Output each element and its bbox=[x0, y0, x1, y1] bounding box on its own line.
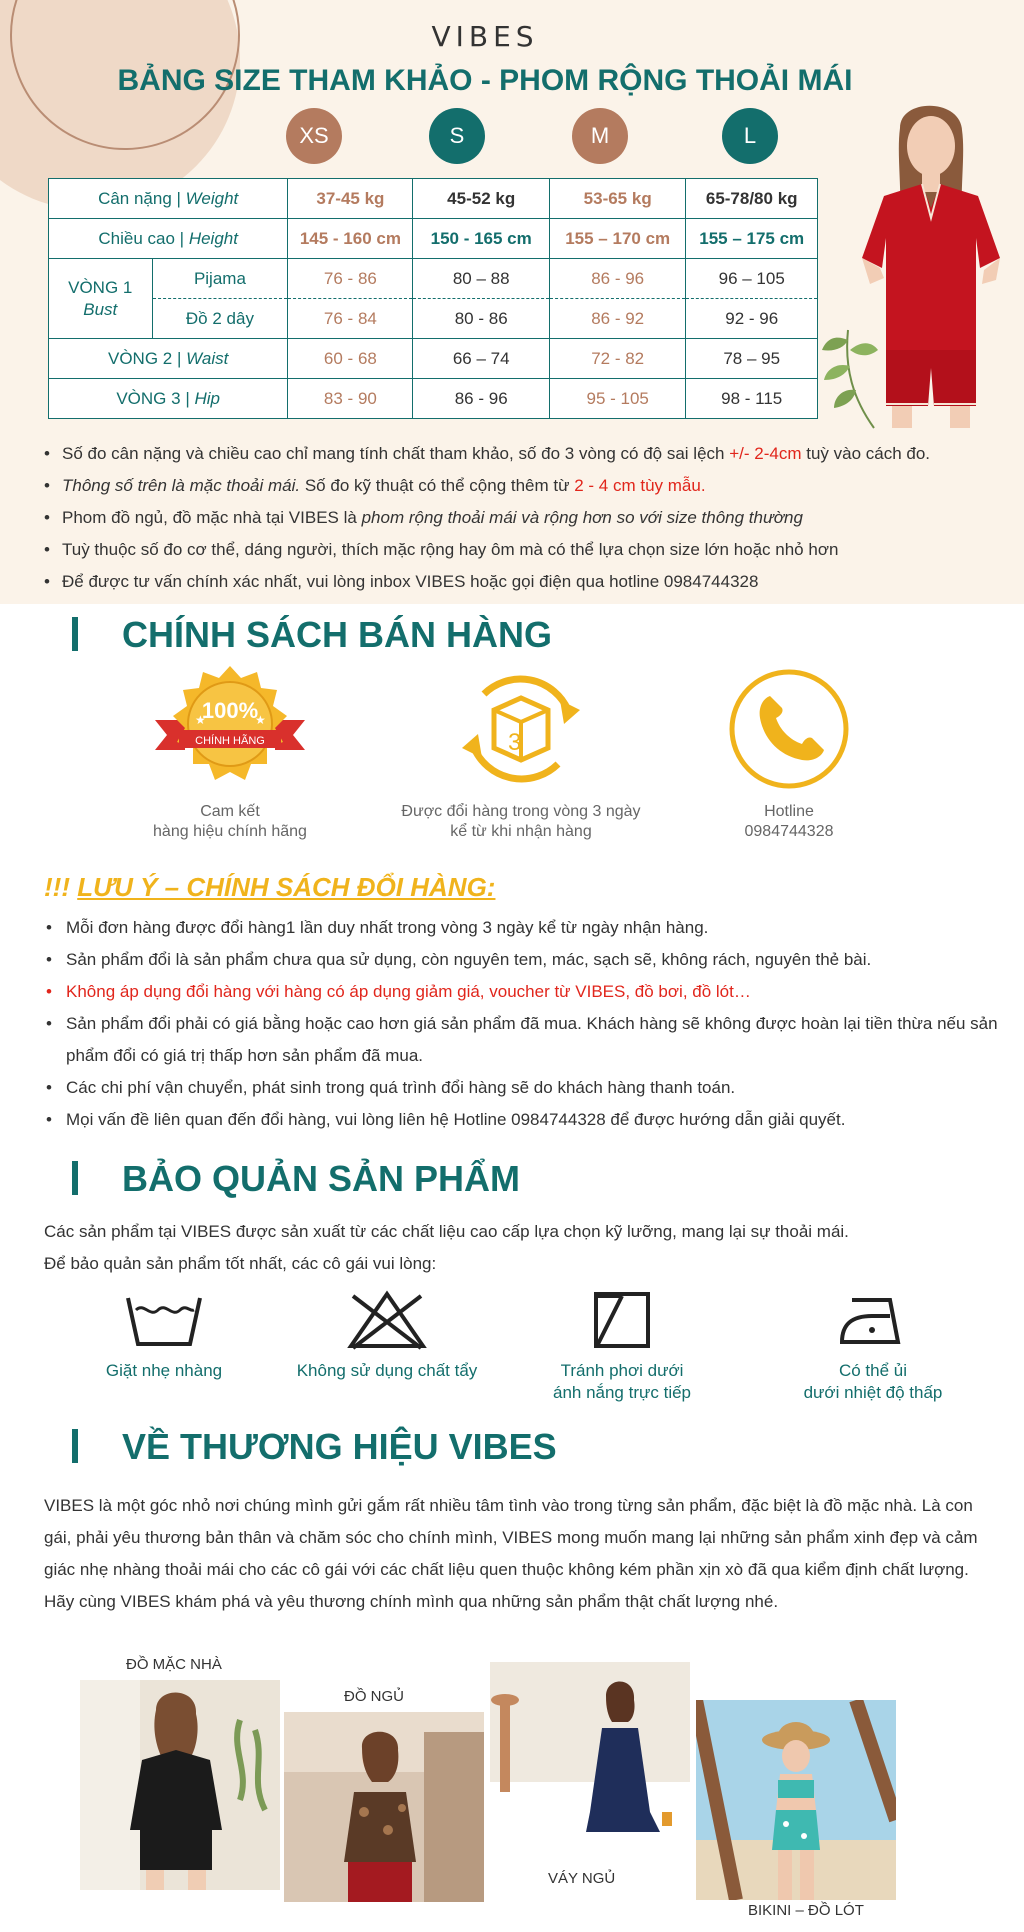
table-row bbox=[49, 259, 818, 299]
phone-icon bbox=[724, 664, 854, 794]
table-cell: 66 – 74 bbox=[413, 339, 549, 379]
size-chart-title: BẢNG SIZE THAM KHẢO - PHOM RỘNG THOẢI MÁI bbox=[117, 64, 853, 97]
care-no-bleach: Không sử dụng chất tẩy bbox=[262, 1290, 512, 1382]
size-badge-m: M bbox=[572, 108, 628, 164]
row-label-waist: VÒNG 2 | Waist bbox=[49, 339, 288, 379]
nightdress-photo[interactable] bbox=[490, 1662, 690, 1862]
table-row bbox=[49, 379, 818, 419]
table-row bbox=[49, 299, 818, 339]
list-item: • Các chi phí vận chuyển, phát sinh trong quá trình đổi hàng sẽ do khách hàng thanh toán. bbox=[44, 1072, 1014, 1104]
note-item: • Phom đồ ngủ, đồ mặc nhà tại VIBES là phom rộng thoải mái và rộng hơn so với size thông thường bbox=[44, 502, 1014, 534]
table-cell: 76 - 86 bbox=[288, 259, 413, 299]
note-item: • Thông số trên là mặc thoải mái. Số đo kỹ thuật có thể cộng thêm từ 2 - 4 cm tùy mẫu. bbox=[44, 470, 1014, 502]
size-notes-list bbox=[44, 438, 1014, 598]
table-row bbox=[49, 219, 818, 259]
wash-icon bbox=[124, 1290, 204, 1350]
shade-dry-icon bbox=[592, 1290, 652, 1350]
svg-text:3: 3 bbox=[508, 729, 522, 756]
table-cell: 45-52 kg bbox=[413, 179, 549, 219]
list-item: • Mọi vấn đề liên quan đến đổi hàng, vui lòng liên hệ Hotline 0984744328 để được hướng dẫn giải quyết. bbox=[44, 1104, 1014, 1136]
bikini-photo[interactable] bbox=[696, 1700, 896, 1900]
table-cell: 155 – 175 cm bbox=[686, 219, 818, 259]
table-cell: 60 - 68 bbox=[288, 339, 413, 379]
table-cell: 155 – 170 cm bbox=[549, 219, 685, 259]
table-cell: 37-45 kg bbox=[288, 179, 413, 219]
table-cell: 80 – 88 bbox=[413, 259, 549, 299]
size-badge-l: L bbox=[722, 108, 778, 164]
care-avoid-sun: Tránh phơi dưới ánh nắng trực tiếp bbox=[532, 1290, 712, 1404]
exchange-box-icon bbox=[456, 664, 586, 794]
list-item: • Mỗi đơn hàng được đổi hàng1 lần duy nhất trong vòng 3 ngày kể từ ngày nhận hàng. bbox=[44, 912, 1014, 944]
no-bleach-icon bbox=[345, 1290, 429, 1350]
table-cell: 150 - 165 cm bbox=[413, 219, 549, 259]
table-cell: 72 - 82 bbox=[549, 339, 685, 379]
homewear-photo[interactable] bbox=[80, 1680, 280, 1890]
table-cell: 145 - 160 cm bbox=[288, 219, 413, 259]
table-cell: 78 – 95 bbox=[686, 339, 818, 379]
note-item: • Để được tư vấn chính xác nhất, vui lòng inbox VIBES hoặc gọi điện qua hotline 0984744328 bbox=[44, 566, 1014, 598]
heading-bar bbox=[72, 1429, 78, 1463]
table-cell: 86 - 92 bbox=[549, 299, 685, 339]
size-chart-section bbox=[0, 0, 1024, 604]
sales-policy-heading: CHÍNH SÁCH BÁN HÀNG bbox=[72, 614, 552, 656]
model-red-pajama-photo bbox=[840, 88, 1024, 428]
heading-bar bbox=[72, 617, 78, 651]
table-cell: 65-78/80 kg bbox=[686, 179, 818, 219]
svg-text:CHÍNH HÃNG: CHÍNH HÃNG bbox=[195, 735, 265, 747]
brand-logo: VIBES bbox=[431, 20, 539, 53]
table-cell: 95 - 105 bbox=[549, 379, 685, 419]
exchange-policy-title: !!! LƯU Ý – CHÍNH SÁCH ĐỔI HÀNG: bbox=[44, 872, 496, 902]
table-cell: 80 - 86 bbox=[413, 299, 549, 339]
svg-text:★: ★ bbox=[195, 713, 206, 727]
row-label-weight: Cân nặng | Weight bbox=[49, 179, 288, 219]
care-gentle-wash: Giặt nhẹ nhàng bbox=[64, 1290, 264, 1382]
table-cell: 86 - 96 bbox=[549, 259, 685, 299]
policy-authentic: 100% CHÍNH HÃNG ★ ★ Cam kết hàng hiệu chính hãng bbox=[140, 664, 320, 842]
category-label-homewear: ĐỒ MẶC NHÀ bbox=[126, 1656, 222, 1673]
row-label-dress: Đồ 2 dây bbox=[152, 299, 288, 339]
list-item: • Sản phẩm đổi phải có giá bằng hoặc cao hơn giá sản phẩm đã mua. Khách hàng sẽ không được hoàn lại tiền thừa nếu sản phẩm đổi có giá trị thấp hơn sản phẩm đã mua. bbox=[44, 1008, 1014, 1072]
care-heading: BẢO QUẢN SẢN PHẨM bbox=[72, 1158, 520, 1200]
table-row bbox=[49, 339, 818, 379]
table-cell: 96 – 105 bbox=[686, 259, 818, 299]
table-cell: 98 - 115 bbox=[686, 379, 818, 419]
policy-exchange: 3 Được đổi hàng trong vòng 3 ngày kể từ khi nhận hàng bbox=[386, 664, 656, 842]
note-item: • Số đo cân nặng và chiều cao chỉ mang tính chất tham khảo, số đo 3 vòng có độ sai lệch +/- 2-4cm tuỳ vào cách đo. bbox=[44, 438, 1014, 470]
care-low-iron: Có thể ủi dưới nhiệt độ thấp bbox=[778, 1290, 968, 1404]
sleepwear-photo[interactable] bbox=[284, 1712, 484, 1902]
svg-text:100%: 100% bbox=[201, 698, 259, 723]
category-label-sleepwear: ĐỒ NGỦ bbox=[344, 1688, 404, 1705]
row-label-bust: VÒNG 1 Bust bbox=[49, 259, 153, 339]
row-label-pijama: Pijama bbox=[152, 259, 288, 299]
heading-bar bbox=[72, 1161, 78, 1195]
row-label-hip: VÒNG 3 | Hip bbox=[49, 379, 288, 419]
size-badge-xs: XS bbox=[286, 108, 342, 164]
table-cell: 92 - 96 bbox=[686, 299, 818, 339]
care-intro: Các sản phẩm tại VIBES được sản xuất từ các chất liệu cao cấp lựa chọn kỹ lưỡng, mang lại sự thoải mái. Để bảo quản sản phẩm tốt nhất, các cô gái vui lòng: bbox=[44, 1222, 849, 1273]
category-label-nightdress: VÁY NGỦ bbox=[548, 1870, 616, 1887]
table-cell: 53-65 kg bbox=[549, 179, 685, 219]
table-row bbox=[49, 179, 818, 219]
policy-hotline: Hotline 0984744328 bbox=[704, 664, 874, 842]
about-heading: VỀ THƯƠNG HIỆU VIBES bbox=[72, 1426, 557, 1468]
table-cell: 76 - 84 bbox=[288, 299, 413, 339]
size-table bbox=[48, 178, 818, 419]
table-cell: 83 - 90 bbox=[288, 379, 413, 419]
list-item: • Không áp dụng đổi hàng với hàng có áp dụng giảm giá, voucher từ VIBES, đồ bơi, đồ lót… bbox=[44, 976, 1014, 1008]
size-badge-s: S bbox=[429, 108, 485, 164]
category-label-bikini: BIKINI – ĐỒ LÓT bbox=[748, 1902, 864, 1919]
list-item: • Sản phẩm đổi là sản phẩm chưa qua sử dụng, còn nguyên tem, mác, sạch sẽ, không rách, nguyên thẻ bài. bbox=[44, 944, 1014, 976]
exchange-policy-list bbox=[44, 912, 1014, 1136]
about-text: VIBES là một góc nhỏ nơi chúng mình gửi gắm rất nhiều tâm tình vào trong từng sản phẩm, đặc biệt là đồ mặc nhà. Là con gái, phải yêu thương bản thân và chăm sóc cho chính mình, VIBES mong muốn mang lại những sản phẩm xinh đẹp và cảm giác nhẹ nhàng thoải mái cho các cô gái với các chất liệu quen thuộc không kém phần xịn xò đã qua kiểm định chất lượng. Hãy cùng VIBES khám phá và yêu thương chính mình qua những sản phẩm thật chất lượng nhé. bbox=[44, 1496, 978, 1611]
table-cell: 86 - 96 bbox=[413, 379, 549, 419]
row-label-height: Chiều cao | Height bbox=[49, 219, 288, 259]
note-item: • Tuỳ thuộc số đo cơ thể, dáng người, thích mặc rộng hay ôm mà có thể lựa chọn size lớn hoặc nhỏ hơn bbox=[44, 534, 1014, 566]
svg-text:★: ★ bbox=[255, 713, 266, 727]
authentic-badge-icon bbox=[145, 664, 315, 794]
iron-icon bbox=[838, 1290, 908, 1350]
